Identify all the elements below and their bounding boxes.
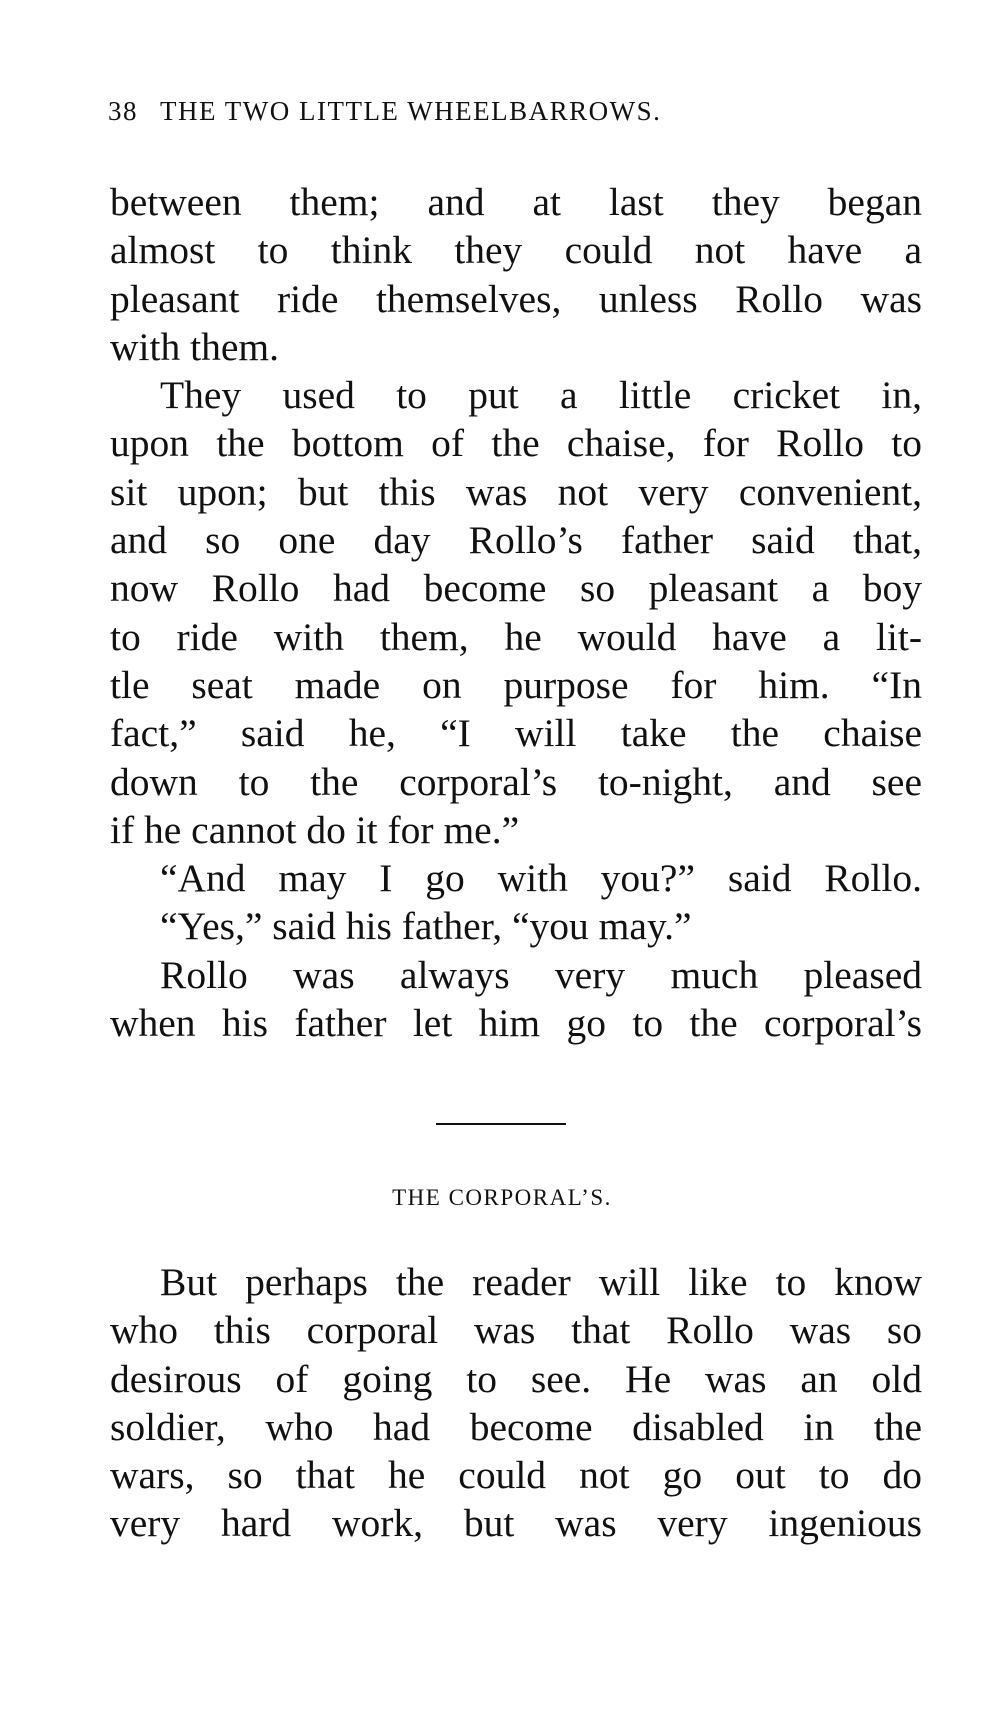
text-line: desirous of going to see. He was an old <box>110 1356 922 1401</box>
text-line: if he cannot do it for me.” <box>110 807 520 852</box>
text-line: pleasant ride themselves, unless Rollo was <box>110 276 922 321</box>
text-line: very hard work, but was very ingenious <box>110 1501 922 1546</box>
page-number: 38 <box>108 96 138 126</box>
text-line: sit upon; but this was not very convenient, <box>110 469 922 514</box>
text-line: now Rollo had become so pleasant a boy <box>110 566 922 611</box>
text-line: and so one day Rollo’s father said that, <box>110 518 922 563</box>
section-heading: THE CORPORAL’S. <box>392 1185 612 1210</box>
text-line: with them. <box>110 324 279 369</box>
text-line: tle seat made on purpose for him. “In <box>110 662 922 707</box>
text-line: wars, so that he could not go out to do <box>110 1453 922 1498</box>
text-line: almost to think they could not have a <box>110 228 922 273</box>
text-line: to ride with them, he would have a lit- <box>110 614 922 659</box>
body-text-top <box>110 178 922 1047</box>
text-line: fact,” said he, “I will take the chaise <box>110 711 922 756</box>
text-line: who this corporal was that Rollo was so <box>110 1308 922 1353</box>
text-line: But perhaps the reader will like to know <box>160 1260 922 1304</box>
text-line: Rollo was always very much pleased <box>160 952 922 997</box>
running-header <box>108 96 908 127</box>
text-line: They used to put a little cricket in, <box>160 373 922 418</box>
text-line: “And may I go with you?” said Rollo. <box>160 856 922 901</box>
text-line: between them; and at last they began <box>110 180 922 224</box>
running-title: THE TWO LITTLE WHEELBARROWS. <box>160 96 662 126</box>
section-divider <box>436 1123 566 1125</box>
body-text-bottom <box>110 1258 922 1548</box>
text-line: upon the bottom of the chaise, for Rollo to <box>110 421 922 466</box>
text-line: “Yes,” said his father, “you may.” <box>160 904 692 949</box>
text-line: soldier, who had become disabled in the <box>110 1404 922 1449</box>
text-line: when his father let him go to the corporal’s <box>110 1001 922 1046</box>
text-line: down to the corporal’s to-night, and see <box>110 759 922 804</box>
